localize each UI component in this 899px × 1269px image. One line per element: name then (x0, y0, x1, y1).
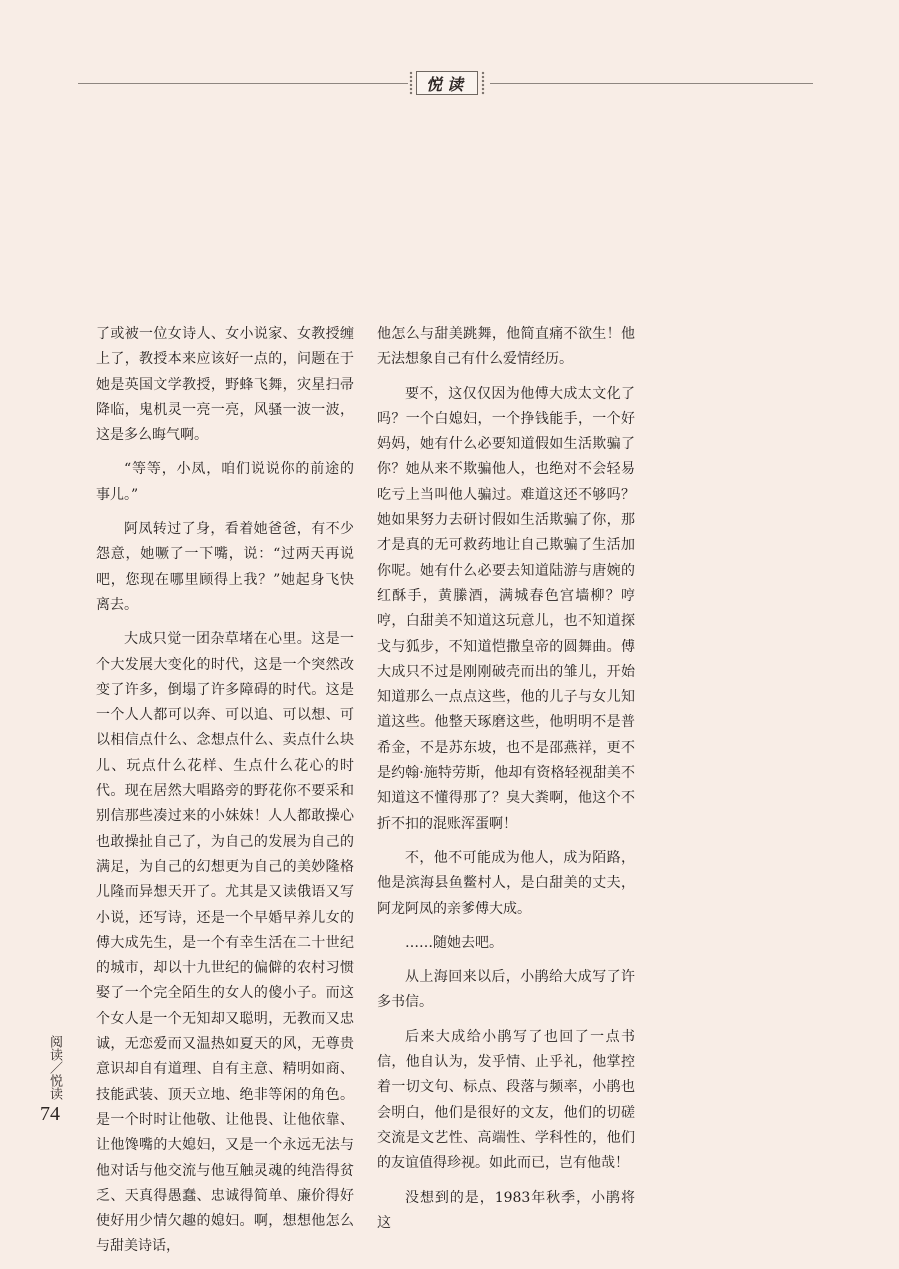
paragraph: ……随她去吧。 (405, 934, 503, 951)
paragraph: 要不，这仅仅因为他傅大成太文化了吗？一个白媳妇，一个挣钱能手，一个好妈妈，她有什么必要知道假如生活欺骗了你？她从来不欺骗他人，也绝对不会轻易吃亏上当叫他人骗过。难道这还不够吗？她如果努力去研讨假如生活欺骗了你，那才是真的无可救药地让自己欺骗了生活加你呢。她有什么必要去知道陆游与唐婉的红酥手，黄縢酒，满城春色宫墙柳？哼哼，白甜美不知道这玩意儿，也不知道探戈与狐步，不知道恺撒皇帝的圆舞曲。傅大成只不过是刚刚破壳而出的雏儿，开始知道那么一点点这些，他的儿子与女儿知道这些。他整天琢磨这些，他明明不是普希金，不是苏东坡，也不是邵燕祥，更不是约翰·施特劳斯，他却有资格轻视甜美不知道这不懂得那了？臭大粪啊，他这个不折不扣的混账浑蛋啊！ (377, 385, 635, 832)
header-rule-left (78, 83, 408, 84)
right-text-column (377, 322, 635, 1245)
paragraph: 不，他不可能成为他人，成为陌路，他是滨海县鱼鳖村人，是白甜美的丈夫，阿龙阿凤的亲爹傅大成。 (377, 849, 635, 917)
paragraph: 他怎么与甜美跳舞，他简直痛不欲生！他无法想象自己有什么爱情经历。 (377, 326, 635, 368)
paragraph: 没想到的是，1983年秋季，小鹃将这 (377, 1189, 635, 1231)
left-text-column (96, 322, 354, 1269)
paragraph: “等等，小凤，咱们说说你的前途的事儿。” (96, 461, 354, 503)
paragraph: 大成只觉一团杂草堵在心里。这是一个大发展大变化的时代，这是一个突然改变了许多，倒塌了许多障碍的时代。这是一个人人都可以奔、可以追、可以想、可以相信点什么、念想点什么、卖点什么块儿、玩点什么花样、生点什么花心的时代。现在居然大唱路旁的野花你不要采和别信那些凑过来的小妹妹！人人都敢操心也敢操扯自己了，为自己的发展为自己的满足，为自己的幻想更为自己的美妙隆格儿隆而异想天开了。尤其是又读俄语又写小说，还写诗，还是一个早婚早养儿女的傅大成先生，是一个有幸生活在二十世纪的城市，却以十九世纪的偏僻的农村习惯娶了一个完全陌生的女人的傻小子。而这个女人是一个无知却又聪明，无教而又忠诚，无恋爱而又温热如夏天的风，无尊贵意识却自有道理、自有主意、精明如商、技能武装、顶天立地、绝非等闲的角色。是一个时时让他敬、让他畏、让他依靠、让他馋嘴的大媳妇，又是一个永远无法与他对话与他交流与他互触灵魂的纯浩得贫乏、天真得愚蠢、忠诚得简单、廉价得好使好用少情欠趣的媳妇。啊，想想他怎么与甜美诗话， (96, 631, 354, 1255)
paragraph: 从上海回来以后，小鹃给大成写了许多书信。 (377, 969, 635, 1011)
page-number: 74 (40, 1103, 60, 1125)
ornament-dots-right (480, 71, 486, 95)
ornament-dots-left (408, 71, 414, 95)
paragraph: 了或被一位女诗人、女小说家、女教授缠上了，教授本来应该好一点的，问题在于她是英国文学教授，野蜂飞舞，灾星扫帚降临，鬼机灵一亮一亮，风骚一波一波，这是多么晦气啊。 (96, 326, 354, 444)
paragraph: 后来大成给小鹃写了也回了一点书信，他自认为，发乎情、止乎礼，他掌控着一切文句、标点、段落与频率，小鹃也会明白，他们是很好的文友，他们的切磋交流是文艺性、高端性、学科性的，他们的友谊值得珍视。如此而已，岂有他哉！ (377, 1028, 635, 1172)
magazine-section-label: 阅读／悦读 (47, 1035, 62, 1100)
paragraph: 阿凤转过了身，看着她爸爸，有不少怨意，她噘了一下嘴，说：“过两天再说吧，您现在哪里顾得上我？”她起身飞快离去。 (96, 521, 354, 613)
section-header-badge (406, 67, 488, 99)
header-rule-right (490, 83, 813, 84)
section-title: 悦读 (425, 74, 468, 94)
